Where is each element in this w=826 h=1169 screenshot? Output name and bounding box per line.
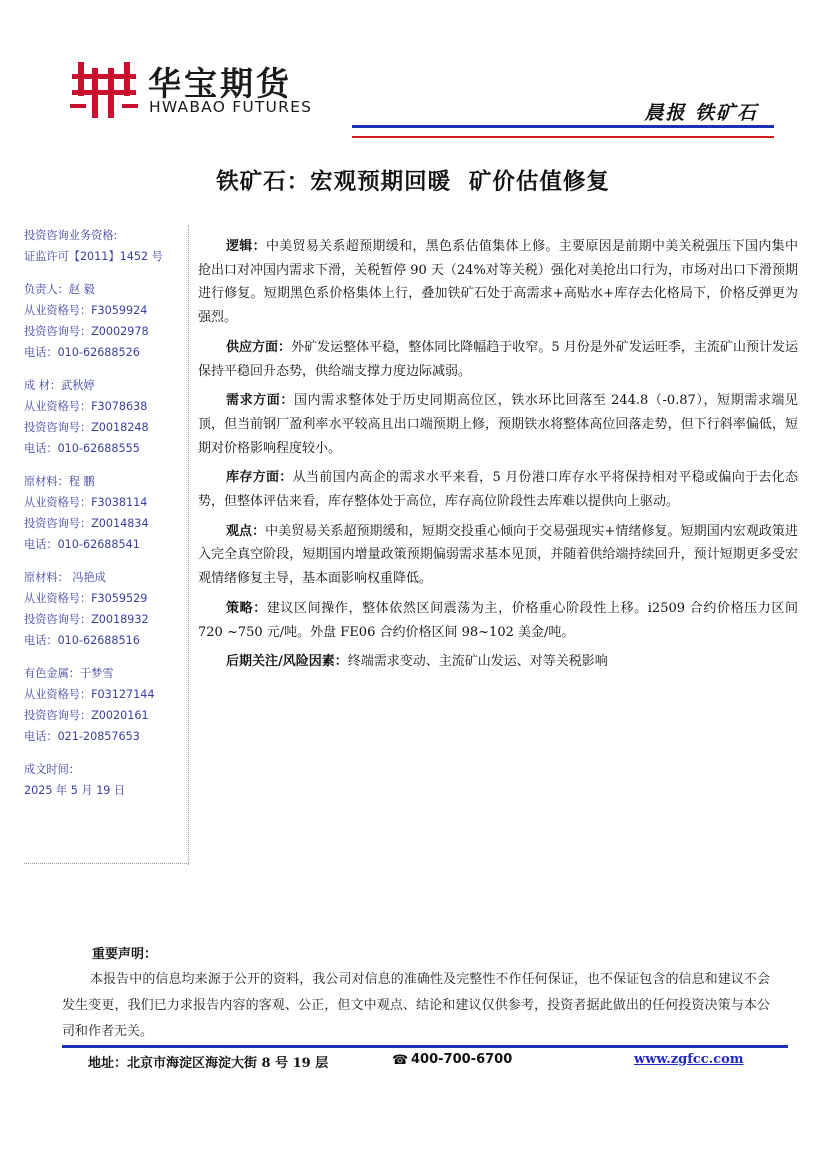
paragraph-label: 后期关注/风险因素： bbox=[226, 654, 348, 670]
body-paragraph bbox=[198, 650, 798, 674]
sidebar-line: 投资咨询号：Z0014834 bbox=[24, 517, 149, 530]
paragraph-text: 中美贸易关系超预期缓和，短期交投重心倾向于交易强现实+情绪修复。短期国内宏观政策进入完全真空阶段，短期国内增量政策预期偏弱需求基本见顶，并随着供给端持续回升，预计短期更多受宏观情绪修复主导，基本面影响权重降低。 bbox=[198, 523, 798, 587]
footer-address: 地址：北京市海淀区海淀大街 8 号 19 层 bbox=[88, 1056, 329, 1071]
telephone-icon: ☎ bbox=[392, 1053, 409, 1068]
paragraph-label: 策略： bbox=[226, 600, 267, 616]
paragraph-text: 国内需求整体处于历史同期高位区，铁水环比回落至 244.8（-0.87），短期需求端见顶，但当前钢厂盈利率水平较高且出口端预期上修，预期铁水将整体高位回落走势，但下行斜率偏低，短期对价格影响程度较小。 bbox=[198, 393, 798, 456]
sidebar-spacer bbox=[24, 555, 189, 567]
sidebar-line: 证监许可【2011】1452 号 bbox=[24, 250, 163, 263]
paragraph-label: 库存方面： bbox=[226, 470, 293, 486]
analyst-sidebar bbox=[24, 225, 189, 801]
hwabao-logo-mark-icon bbox=[68, 60, 140, 118]
disclaimer-heading: 重要声明： bbox=[92, 947, 158, 962]
sidebar-line: 电话：021-20857653 bbox=[24, 730, 140, 743]
sidebar-line: 2025 年 5 月 19 日 bbox=[24, 784, 126, 797]
header-blue-rule bbox=[352, 125, 774, 128]
paragraph-label: 供应方面： bbox=[226, 339, 292, 355]
paragraph-text: 从当前国内高企的需求水平来看，5 月份港口库存水平将保持相对平稳或偏向于去化态势，但整体评估来看，库存整体处于高位，库存高位阶段性去库难以提供向上驱动。 bbox=[198, 470, 798, 510]
report-type-label: 晨报 铁矿石 bbox=[644, 102, 758, 124]
body-paragraph bbox=[198, 466, 798, 513]
body-paragraph bbox=[198, 597, 798, 644]
body-paragraph bbox=[198, 389, 798, 460]
sidebar-line: 电话：010-62688555 bbox=[24, 442, 140, 455]
report-body bbox=[198, 235, 798, 680]
sidebar-line: 有色金属：于梦雪 bbox=[24, 667, 114, 680]
sidebar-line: 从业资格号：F3059924 bbox=[24, 304, 148, 317]
sidebar-line: 投资咨询号：Z0018248 bbox=[24, 421, 149, 434]
paragraph-text: 建议区间操作，整体依然区间震荡为主，价格重心阶段性上移。i2509 合约价格压力区间 720 ~750 元/吨。外盘 FE06 合约价格区间 98~102 美金/吨。 bbox=[198, 600, 798, 640]
footer-phone: 400-700-6700 bbox=[411, 1052, 513, 1067]
sidebar-line: 投资咨询号：Z0018932 bbox=[24, 613, 149, 626]
sidebar-line: 电话：010-62688516 bbox=[24, 634, 140, 647]
sidebar-line: 从业资格号：F3078638 bbox=[24, 400, 148, 413]
sidebar-line: 成文时间： bbox=[24, 763, 80, 776]
footer-website-link[interactable]: www.zgfcc.com bbox=[634, 1052, 744, 1067]
sidebar-line: 负责人：赵 毅 bbox=[24, 283, 95, 296]
sidebar-line: 电话：010-62688541 bbox=[24, 538, 140, 551]
header-red-rule bbox=[352, 136, 774, 138]
sidebar-spacer bbox=[24, 651, 189, 663]
logo-english-name: HWABAO FUTURES bbox=[149, 98, 313, 116]
paragraph-label: 逻辑： bbox=[226, 239, 266, 254]
page-title: 铁矿石：宏观预期回暖 矿价估值修复 bbox=[216, 169, 610, 195]
disclaimer-text: 本报告中的信息均来源于公开的资料，我公司对信息的准确性及完整性不作任何保证，也不保证包含的信息和建议不会发生变更，我们已力求报告内容的客观、公正，但文中观点、结论和建议仅供参考，投资者据此做出的任何投资决策与本公司和作者无关。 bbox=[62, 972, 770, 1039]
paragraph-text: 外矿发运整体平稳，整体同比降幅趋于收窄。5 月份是外矿发运旺季，主流矿山预计发运保持平稳回升态势，供给端支撑力度边际减弱。 bbox=[198, 339, 798, 379]
sidebar-spacer bbox=[24, 363, 189, 375]
body-paragraph bbox=[198, 235, 798, 330]
sidebar-line: 从业资格号：F3038114 bbox=[24, 496, 148, 509]
paragraph-text: 中美贸易关系超预期缓和，黑色系估值集体上修。主要原因是前期中美关税强压下国内集中抢出口对冲国内需求下滑，关税暂停 90 天（24%对等关税）强化对美抢出口行为，市场对出口下滑预期进行修复。短期黑色系价格集体上行，叠加铁矿石处于高需求+高贴水+库存去化格局下，价格反弹更为强烈。 bbox=[198, 239, 798, 326]
sidebar-line: 从业资格号：F3059529 bbox=[24, 592, 148, 605]
sidebar-line: 原材料： 冯艳成 bbox=[24, 571, 106, 584]
sidebar-line: 电话：010-62688526 bbox=[24, 346, 140, 359]
sidebar-line: 从业资格号：F03127144 bbox=[24, 688, 155, 701]
paragraph-label: 观点： bbox=[226, 523, 266, 539]
footer-rule bbox=[62, 1045, 788, 1048]
paragraph-text: 终端需求变动、主流矿山发运、对等关税影响 bbox=[347, 654, 608, 670]
sidebar-line: 成 材：武秋婷 bbox=[24, 379, 95, 392]
sidebar-divider bbox=[188, 225, 190, 865]
body-paragraph bbox=[198, 336, 798, 383]
sidebar-bottom-divider bbox=[24, 863, 189, 864]
sidebar-line: 投资咨询业务资格: bbox=[24, 229, 118, 242]
sidebar-line: 投资咨询号：Z0002978 bbox=[24, 325, 149, 338]
sidebar-line: 投资咨询号：Z0020161 bbox=[24, 709, 149, 722]
sidebar-spacer bbox=[24, 747, 189, 759]
logo-chinese-name: 华宝期货 bbox=[148, 64, 292, 103]
sidebar-spacer bbox=[24, 459, 189, 471]
body-paragraph bbox=[198, 520, 798, 591]
sidebar-line: 原材料：程 鹏 bbox=[24, 475, 95, 488]
paragraph-label: 需求方面： bbox=[226, 393, 294, 409]
sidebar-spacer bbox=[24, 267, 189, 279]
